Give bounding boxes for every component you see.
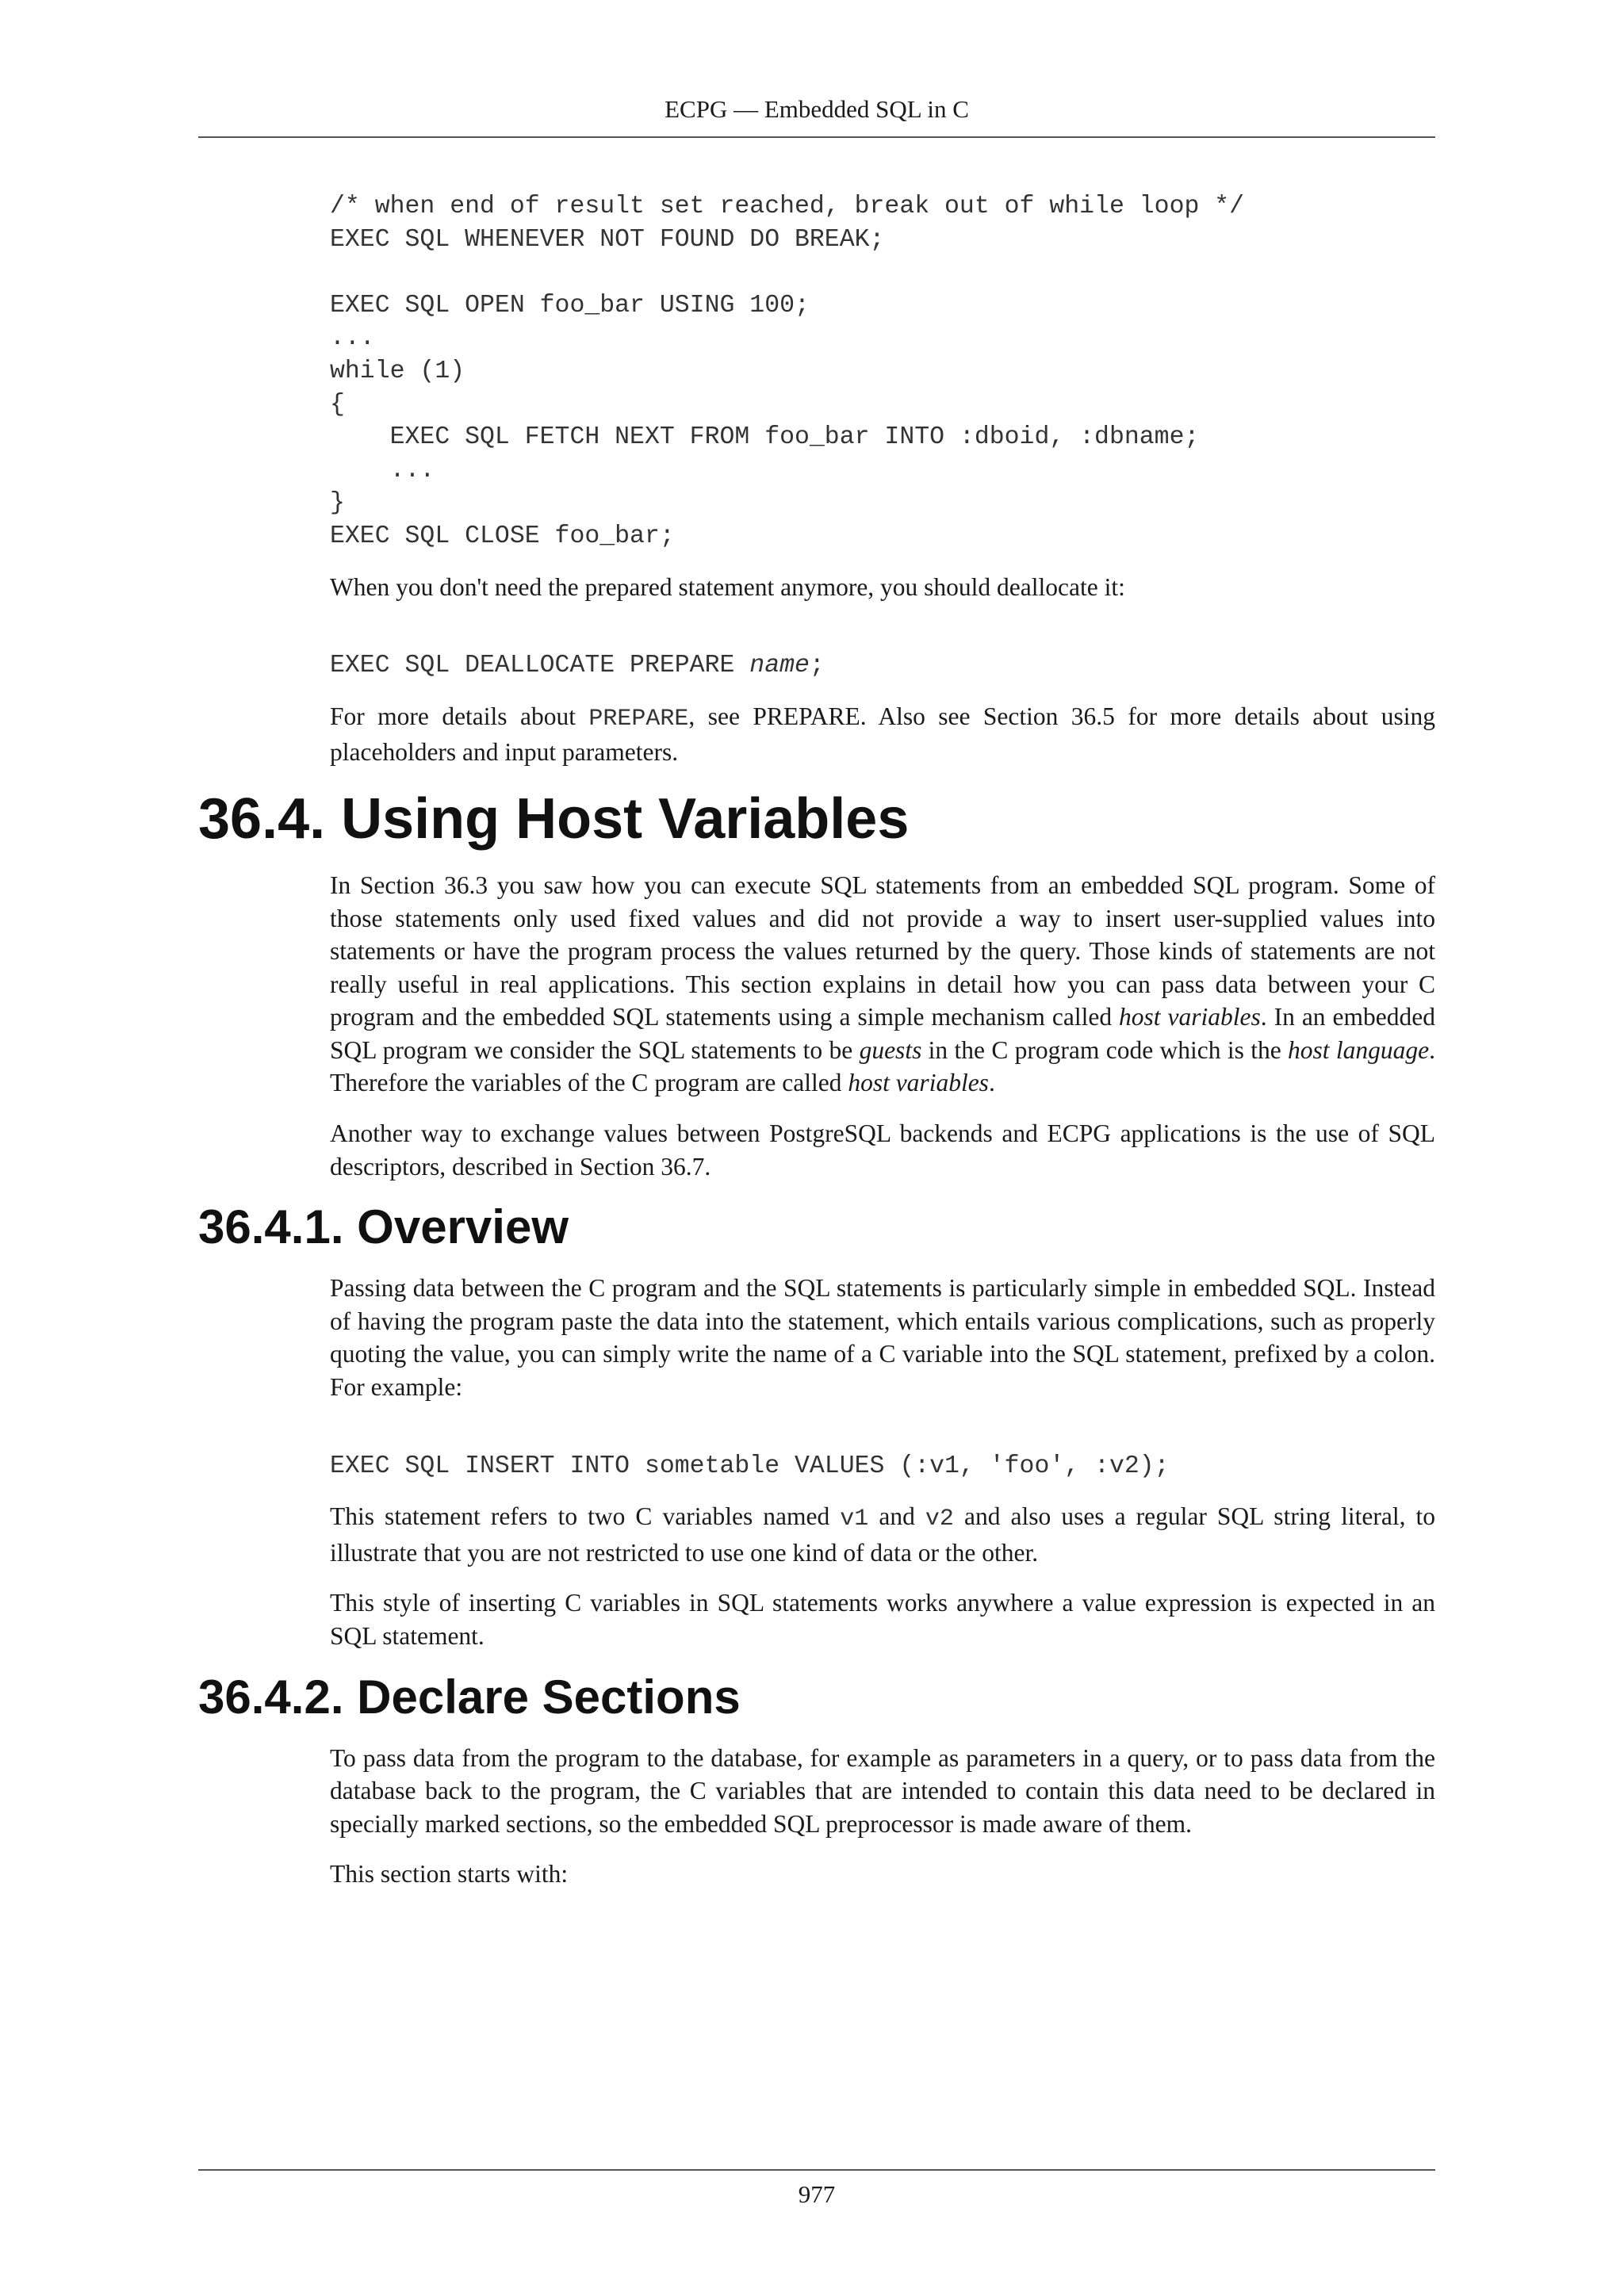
declare-intro-paragraph: To pass data from the program to the database, for example as parameters in a query, or to pass data from the database back to the program, the C variables that are intended to contain this data need to be declared in specially marked sections, so the embedded SQL preprocessor is made aware of them.: [330, 1743, 1435, 1838]
host-variables-intro: In Section 36.3 you saw how you can execute SQL statements from an embedded SQL program. Some of those statements only used fixed values and did not provide a way to insert user-supplied values into statements or have the program process the values returned by the query. Those kinds of statements are not really useful in real applications. This section explains in detail how you can pass data between your C program and the embedded SQL statements using a simple mechanism called host variables. In an embedded SQL program we consider the SQL statements to be guests in the C program code which is the host language. Therefore the variables of the C program are called host variables.: [330, 871, 1435, 1097]
code-insert-example: EXEC SQL INSERT INTO sometable VALUES (:v1, 'foo', :v2);: [330, 1452, 1170, 1480]
prepare-details: For more details about PREPARE, see PREPARE. Also see Section 36.5 for more details about using placeholders and input parameters.: [330, 702, 1435, 767]
subsection-heading-declare-sections: 36.4.2. Declare Sections: [198, 1670, 741, 1724]
header-rule: [198, 136, 1435, 138]
code-deallocate: EXEC SQL DEALLOCATE PREPARE name;: [330, 652, 825, 680]
cursor-loop-block: [330, 190, 1435, 553]
code-prepare: PREPARE: [588, 705, 689, 733]
starts-with-paragraph: This section starts with:: [330, 1860, 569, 1888]
footer-rule: [198, 2169, 1435, 2171]
deallocate-intro: When you don't need the prepared statement anymore, you should deallocate it:: [330, 572, 1125, 601]
refers-to-paragraph: This statement refers to two C variables named v1 and v2 and also uses a regular SQL string literal, to illustrate that you are not restricted to use one kind of data or the other.: [330, 1502, 1436, 1567]
section-heading-host-variables: 36.4. Using Host Variables: [198, 786, 910, 851]
style-paragraph: This style of inserting C variables in SQL statements works anywhere a value expression is expected in an SQL statement.: [330, 1589, 1435, 1650]
overview-paragraph: Passing data between the C program and the SQL statements is particularly simple in embedded SQL. Instead of having the program paste the data into the statement, which entails various complications, such as properly quoting the value, you can simply write the name of a C variable into the SQL statement, prefixed by a colon. For example:: [330, 1274, 1435, 1402]
descriptors-paragraph: Another way to exchange values between PostgreSQL backends and ECPG applications is the use of SQL descriptors, described in Section 36.7.: [330, 1119, 1435, 1181]
page-content: [198, 190, 1435, 1891]
subsection-heading-overview: 36.4.1. Overview: [198, 1200, 569, 1254]
placeholder-name: name: [749, 652, 810, 680]
code-v2: v2: [925, 1506, 954, 1533]
code-v1: v1: [840, 1506, 869, 1533]
code-cursor-loop: /* when end of result set reached, break out of while loop */ EXEC SQL WHENEVER NOT FOUND DO BREAK; EXEC SQL OPEN foo_bar USING 100; ... while (1) { EXEC SQL FETCH NEXT FROM foo_bar INTO :dboid, :dbname; ... } EXEC SQL CLOSE foo_bar;: [330, 193, 1245, 550]
running-header: ECPG — Embedded SQL in C: [665, 95, 969, 123]
page-number: 977: [798, 2180, 836, 2208]
